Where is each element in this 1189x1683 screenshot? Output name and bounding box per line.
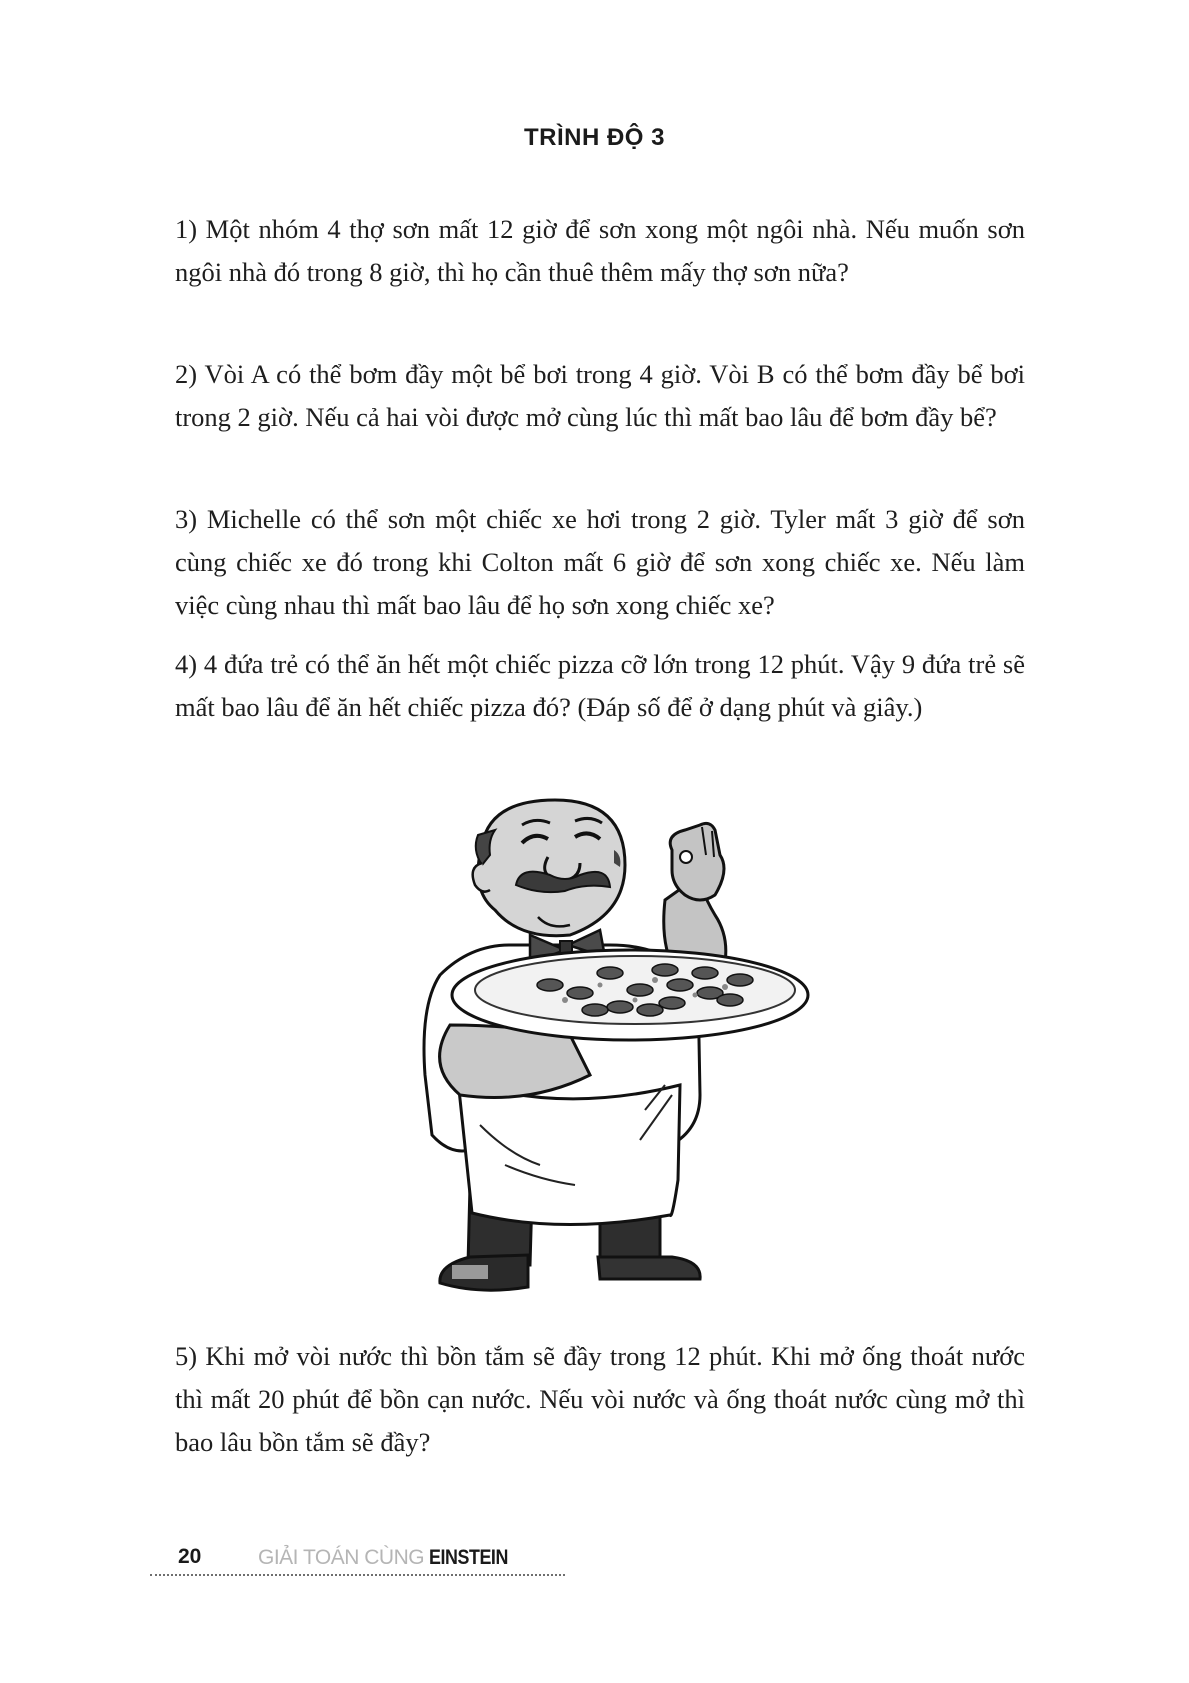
chef-with-pizza-illustration xyxy=(410,795,810,1300)
book-title-light: GIẢI TOÁN CÙNG xyxy=(258,1546,430,1569)
book-title-bold: EINSTEIN xyxy=(429,1546,509,1569)
page-footer xyxy=(150,1543,570,1583)
problem-3: 3) Michelle có thể sơn một chiếc xe hơi trong 2 giờ. Tyler mất 3 giờ để sơn cùng chiếc xe đó trong khi Colton mất 6 giờ để sơn xong chiếc xe. Nếu làm việc cùng nhau thì mất bao lâu để họ sơn xong chiếc xe? xyxy=(175,504,1025,620)
problem-2: 2) Vòi A có thể bơm đầy một bể bơi trong 4 giờ. Vòi B có thể bơm đầy bể bơi trong 2 giờ. Nếu cả hai vòi được mở cùng lúc thì mất bao lâu để bơm đầy bể? xyxy=(175,359,1025,432)
footer-dotted-divider xyxy=(150,1574,565,1576)
problem-4: 4) 4 đứa trẻ có thể ăn hết một chiếc pizza cỡ lớn trong 12 phút. Vậy 9 đứa trẻ sẽ mất bao lâu để ăn hết chiếc pizza đó? (Đáp số để ở dạng phút và giây.) xyxy=(175,649,1025,722)
problem-1: 1) Một nhóm 4 thợ sơn mất 12 giờ để sơn xong một ngôi nhà. Nếu muốn sơn ngôi nhà đó trong 8 giờ, thì họ cần thuê thêm mấy thợ sơn nữa? xyxy=(175,214,1025,287)
page-number: 20 xyxy=(178,1545,202,1568)
book-title xyxy=(258,1545,522,1570)
page-title: TRÌNH ĐỘ 3 xyxy=(523,124,665,151)
problem-5: 5) Khi mở vòi nước thì bồn tắm sẽ đầy trong 12 phút. Khi mở ống thoát nước thì mất 20 phút để bồn cạn nước. Nếu vòi nước và ống thoát nước cùng mở thì bao lâu bồn tắm sẽ đầy? xyxy=(175,1341,1025,1457)
